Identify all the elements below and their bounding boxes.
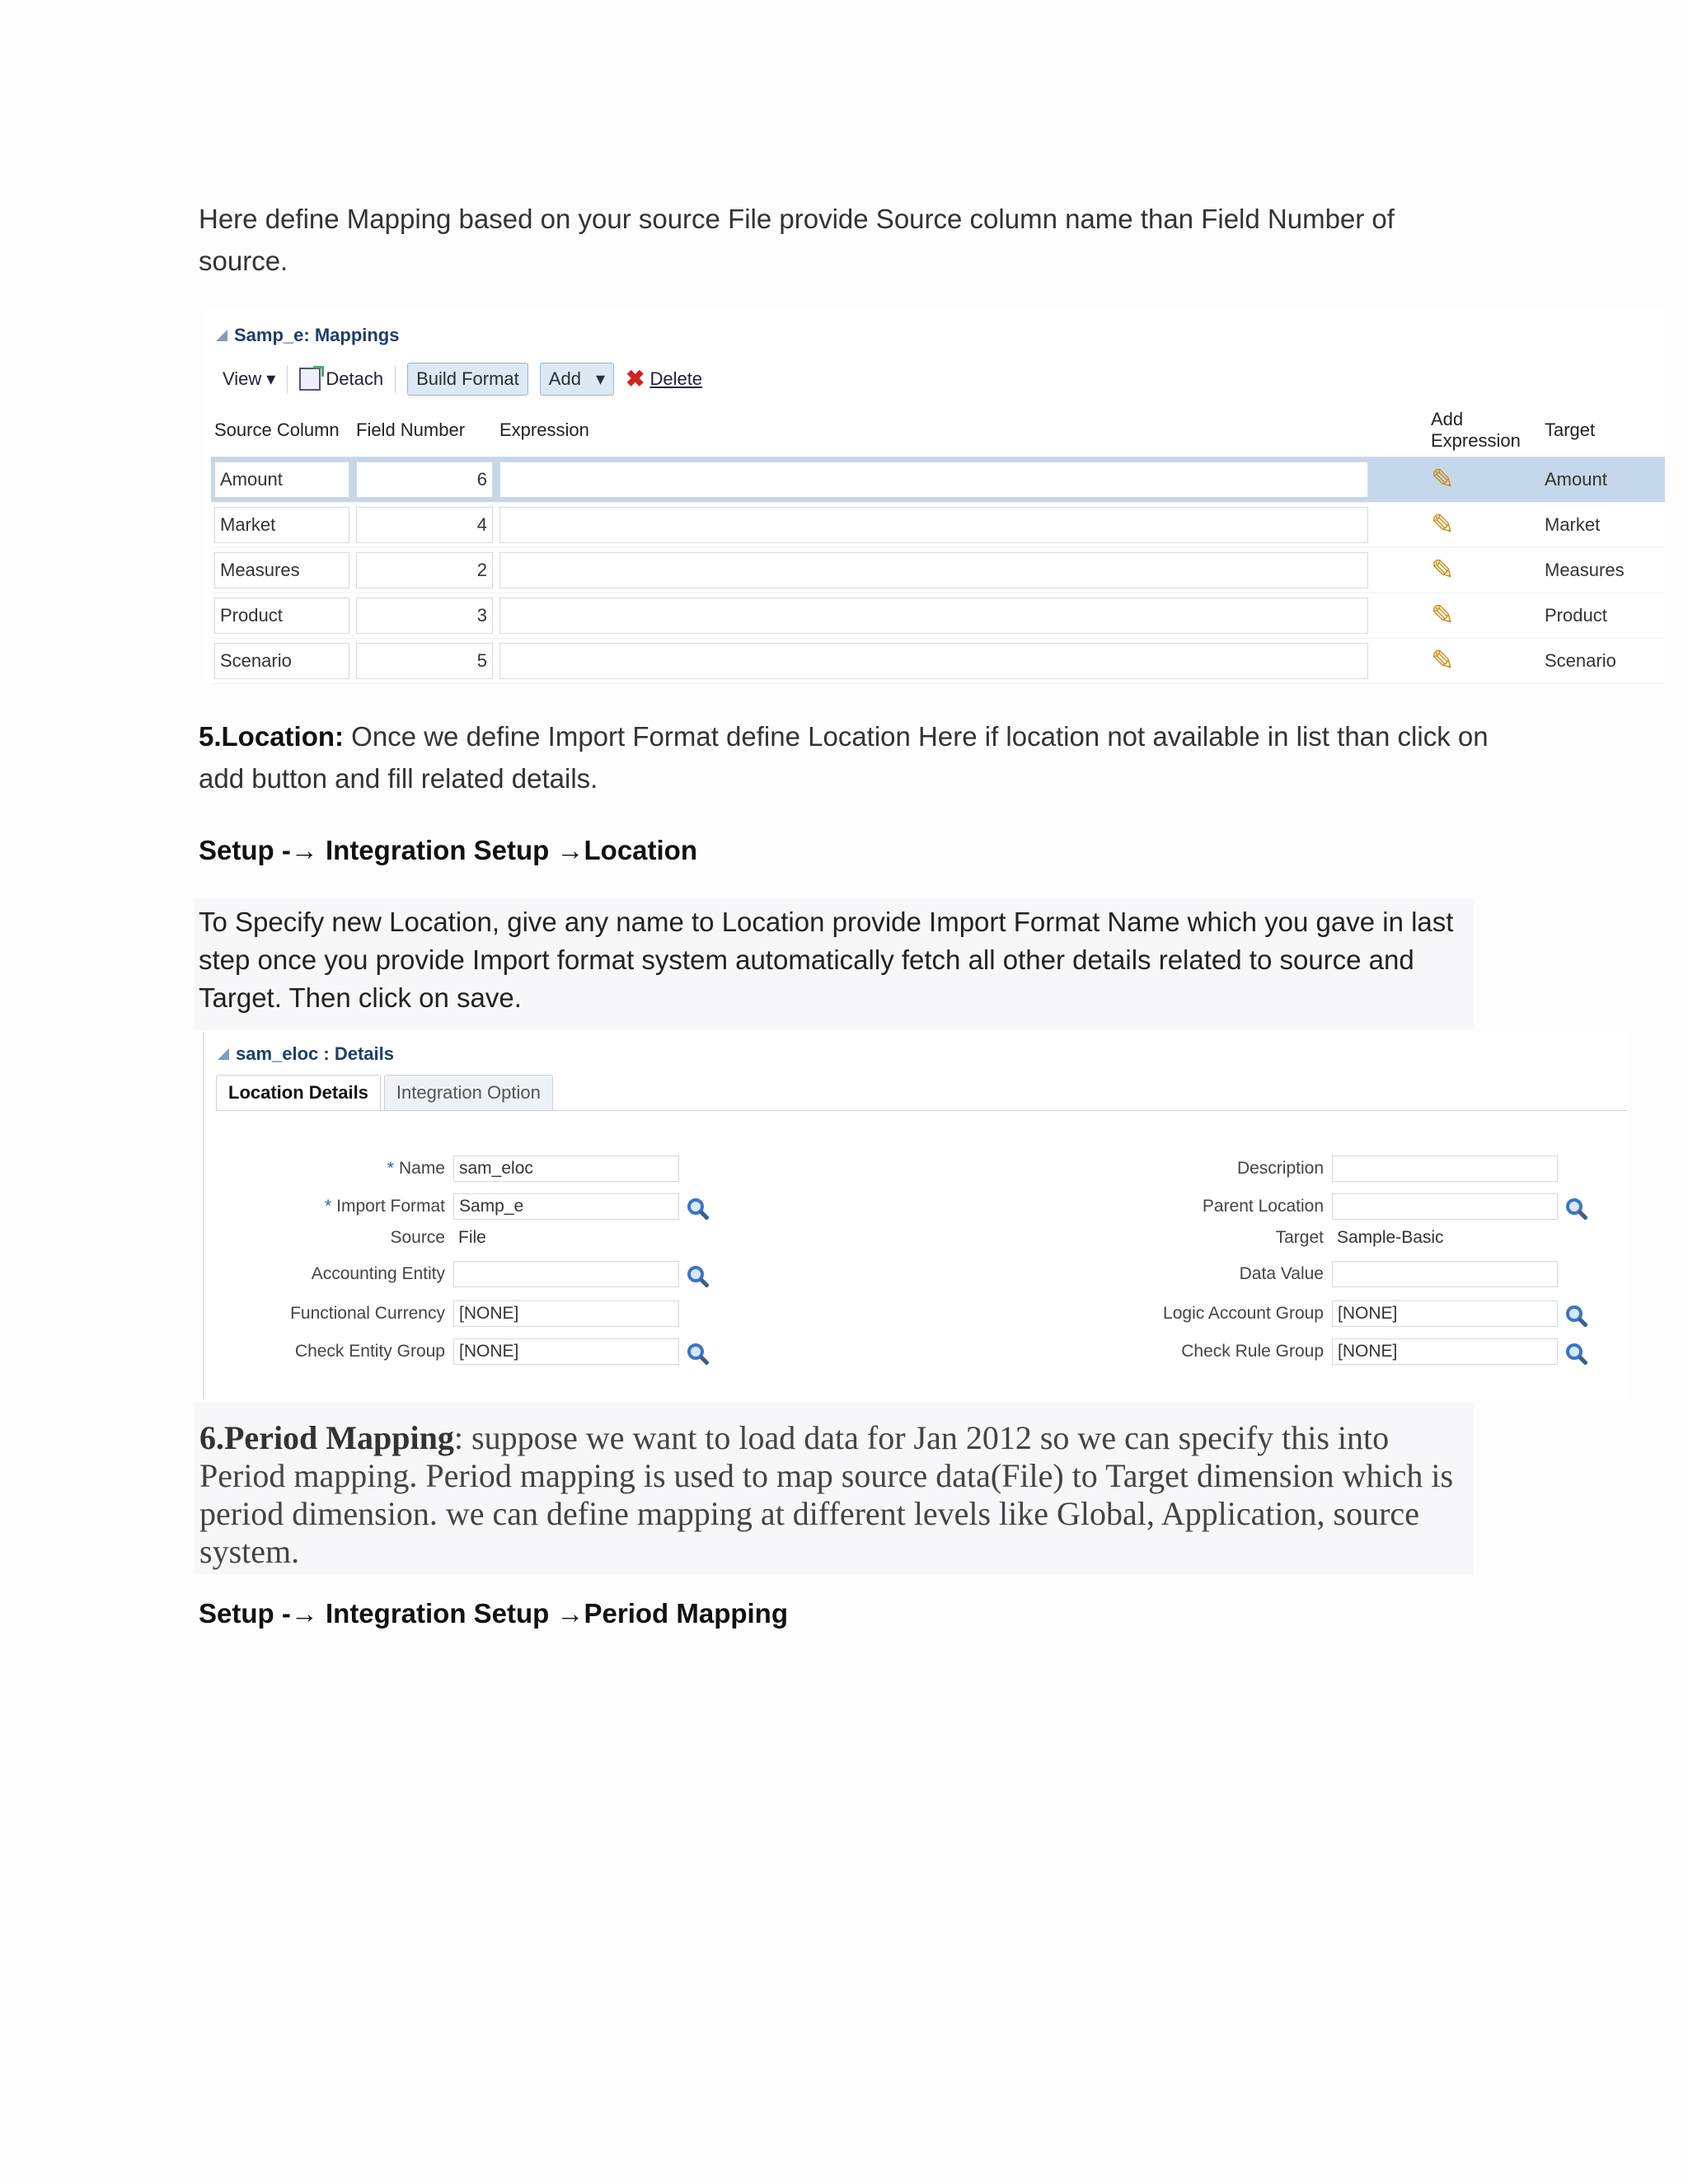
pencil-icon[interactable]: ✎ bbox=[1431, 555, 1455, 586]
column-header[interactable]: Target bbox=[1541, 404, 1665, 457]
period-block bbox=[195, 1403, 1474, 1574]
field-number-input[interactable]: 4 bbox=[356, 507, 493, 543]
target-label: Target bbox=[1275, 1228, 1324, 1247]
source-column-input[interactable]: Product bbox=[214, 598, 349, 634]
target-cell: Product bbox=[1541, 593, 1665, 639]
source-value: File bbox=[458, 1228, 486, 1247]
column-header[interactable]: Add Expression bbox=[1428, 404, 1541, 457]
path-period: Period Mapping bbox=[584, 1598, 788, 1629]
check-entity-group-field[interactable]: [NONE] bbox=[453, 1338, 679, 1365]
period-path bbox=[199, 1592, 788, 1634]
expression-input[interactable] bbox=[499, 462, 1368, 498]
expression-input[interactable] bbox=[499, 643, 1368, 679]
target-cell: Amount bbox=[1541, 457, 1665, 503]
search-icon[interactable] bbox=[1566, 1198, 1582, 1215]
period-heading: 6.Period Mapping bbox=[199, 1419, 454, 1456]
mappings-panel bbox=[203, 310, 1665, 682]
data-value-field[interactable] bbox=[1332, 1261, 1558, 1287]
pencil-icon[interactable]: ✎ bbox=[1431, 509, 1455, 541]
target-row bbox=[1029, 1228, 1444, 1248]
data-value-row bbox=[1029, 1261, 1558, 1287]
name-row bbox=[204, 1155, 679, 1182]
mappings-panel-title bbox=[216, 325, 399, 346]
expression-input[interactable] bbox=[499, 552, 1368, 588]
check-rule-group-field[interactable]: [NONE] bbox=[1332, 1338, 1558, 1365]
expression-input[interactable] bbox=[499, 507, 1368, 543]
mappings-toolbar bbox=[223, 363, 702, 396]
required-marker: * bbox=[387, 1159, 394, 1178]
details-panel-title bbox=[218, 1043, 394, 1065]
target-value: Sample-Basic bbox=[1337, 1228, 1444, 1247]
description-row bbox=[1029, 1155, 1558, 1182]
data-value-label: Data Value bbox=[1239, 1264, 1324, 1283]
build-format-button[interactable]: Build Format bbox=[407, 363, 528, 396]
check-rule-group-label: Check Rule Group bbox=[1181, 1342, 1324, 1361]
table-header-row bbox=[211, 404, 1665, 457]
tab-location-details[interactable]: Location Details bbox=[216, 1075, 381, 1110]
mappings-table bbox=[211, 404, 1665, 684]
pencil-icon[interactable]: ✎ bbox=[1431, 600, 1455, 631]
parent-location-field[interactable] bbox=[1332, 1193, 1558, 1220]
table-row[interactable] bbox=[211, 503, 1665, 548]
details-title-text: sam_eloc : Details bbox=[236, 1043, 394, 1064]
location-text: Once we define Import Format define Location Here if location not available in list than click on add button and fill related details. bbox=[199, 721, 1489, 794]
mappings-title-text: Samp_e: Mappings bbox=[234, 325, 400, 345]
arrow-icon: → bbox=[556, 1598, 584, 1629]
check-entity-group-row bbox=[204, 1338, 704, 1365]
check-rule-group-row bbox=[1029, 1338, 1582, 1365]
search-icon[interactable] bbox=[687, 1343, 704, 1360]
functional-currency-field[interactable]: [NONE] bbox=[453, 1301, 679, 1327]
path-location: Location bbox=[584, 835, 697, 865]
search-icon[interactable] bbox=[1566, 1305, 1582, 1322]
logic-account-group-field[interactable]: [NONE] bbox=[1332, 1301, 1558, 1327]
source-row bbox=[204, 1228, 486, 1248]
specify-paragraph: To Specify new Location, give any name to Location provide Import Format Name which you gave in last step once you provide Import format system automatically fetch all other details related to source and Target. Then click on save. bbox=[199, 907, 1454, 1013]
field-number-input[interactable]: 5 bbox=[356, 643, 493, 679]
target-cell: Measures bbox=[1541, 548, 1665, 593]
import-format-label bbox=[204, 1197, 445, 1216]
chevron-down-icon: ▾ bbox=[595, 368, 605, 389]
table-row[interactable] bbox=[211, 593, 1665, 639]
column-header[interactable]: Field Number bbox=[353, 404, 496, 457]
source-label: Source bbox=[390, 1228, 445, 1247]
path-integration: Integration Setup bbox=[317, 1598, 557, 1629]
toolbar-divider bbox=[395, 365, 396, 393]
source-column-input[interactable]: Measures bbox=[214, 552, 349, 588]
parent-location-row bbox=[1029, 1193, 1582, 1220]
logic-account-group-row bbox=[1029, 1301, 1582, 1327]
functional-currency-label: Functional Currency bbox=[290, 1304, 445, 1323]
table-row[interactable] bbox=[211, 639, 1665, 684]
table-row[interactable] bbox=[211, 548, 1665, 593]
target-cell: Market bbox=[1541, 503, 1665, 548]
source-column-input[interactable]: Amount bbox=[214, 462, 349, 498]
accounting-entity-row bbox=[204, 1261, 704, 1287]
field-number-input[interactable]: 2 bbox=[356, 552, 493, 588]
required-marker: * bbox=[324, 1197, 332, 1216]
delete-label: Delete bbox=[649, 368, 703, 389]
import-format-row bbox=[204, 1193, 704, 1220]
view-menu[interactable] bbox=[223, 368, 275, 390]
location-heading: 5.Location: bbox=[199, 721, 345, 752]
arrow-icon: → bbox=[290, 1598, 318, 1629]
delete-button[interactable] bbox=[626, 368, 702, 391]
target-cell: Scenario bbox=[1541, 639, 1665, 684]
period-paragraph bbox=[195, 1403, 1474, 1571]
chevron-down-icon: ▾ bbox=[266, 368, 276, 389]
name-field[interactable]: sam_eloc bbox=[453, 1155, 679, 1182]
collapse-icon[interactable] bbox=[218, 1048, 229, 1060]
field-number-input[interactable]: 3 bbox=[356, 598, 493, 634]
view-label: View bbox=[223, 368, 262, 389]
arrow-icon: → bbox=[556, 835, 584, 865]
intro-paragraph: Here define Mapping based on your source File provide Source column name than Field Number of source. bbox=[199, 204, 1395, 276]
field-number-input[interactable]: 6 bbox=[356, 462, 493, 498]
location-path bbox=[199, 829, 697, 871]
mappings-table-wrap bbox=[211, 404, 1665, 684]
detach-icon bbox=[299, 368, 321, 391]
arrow-icon: → bbox=[290, 835, 318, 865]
search-icon[interactable] bbox=[687, 1266, 704, 1282]
description-field[interactable] bbox=[1332, 1155, 1558, 1182]
path-setup: Setup - bbox=[199, 835, 291, 865]
import-format-field[interactable]: Samp_e bbox=[453, 1193, 679, 1220]
details-panel bbox=[203, 1032, 1627, 1399]
delete-x-icon: ✖ bbox=[625, 366, 645, 391]
check-entity-group-label: Check Entity Group bbox=[294, 1342, 445, 1361]
accounting-entity-field[interactable] bbox=[453, 1261, 679, 1287]
accounting-entity-label: Accounting Entity bbox=[311, 1264, 445, 1283]
add-label: Add bbox=[548, 368, 581, 389]
functional-currency-row bbox=[204, 1301, 679, 1327]
details-tabs bbox=[216, 1075, 1627, 1111]
column-header[interactable]: Expression bbox=[496, 404, 1428, 457]
column-header[interactable]: Source Column bbox=[211, 404, 353, 457]
table-row[interactable] bbox=[211, 457, 1665, 503]
detach-button[interactable] bbox=[299, 368, 383, 391]
logic-account-group-label: Logic Account Group bbox=[1163, 1304, 1324, 1323]
source-column-input[interactable]: Market bbox=[214, 507, 349, 543]
collapse-icon[interactable] bbox=[216, 330, 227, 341]
description-label: Description bbox=[1236, 1159, 1324, 1178]
path-setup: Setup - bbox=[199, 1598, 291, 1629]
pencil-icon[interactable]: ✎ bbox=[1431, 464, 1455, 495]
search-icon[interactable] bbox=[1566, 1343, 1582, 1360]
location-paragraph bbox=[199, 715, 1517, 799]
path-integration: Integration Setup bbox=[317, 835, 557, 865]
specify-block bbox=[195, 898, 1474, 1030]
expression-input[interactable] bbox=[499, 598, 1368, 634]
import-format-label-text: Import Format bbox=[336, 1197, 445, 1216]
parent-location-label: Parent Location bbox=[1202, 1197, 1324, 1216]
name-label-text: Name bbox=[398, 1159, 445, 1178]
pencil-icon[interactable]: ✎ bbox=[1431, 645, 1455, 677]
add-button[interactable] bbox=[540, 363, 614, 396]
source-column-input[interactable]: Scenario bbox=[214, 643, 349, 679]
search-icon[interactable] bbox=[687, 1198, 704, 1215]
toolbar-divider bbox=[287, 365, 288, 393]
tab-integration-option[interactable]: Integration Option bbox=[384, 1075, 553, 1110]
name-label bbox=[204, 1159, 445, 1179]
detach-label: Detach bbox=[326, 368, 384, 389]
period-text: : suppose we want to load data for Jan 2012 so we can specify this into Period mapping. Period mapping is used to map source data(File) to Target dimension which is period dimension. we can define mapping at different levels like Global, Application, source system. bbox=[199, 1419, 1454, 1570]
